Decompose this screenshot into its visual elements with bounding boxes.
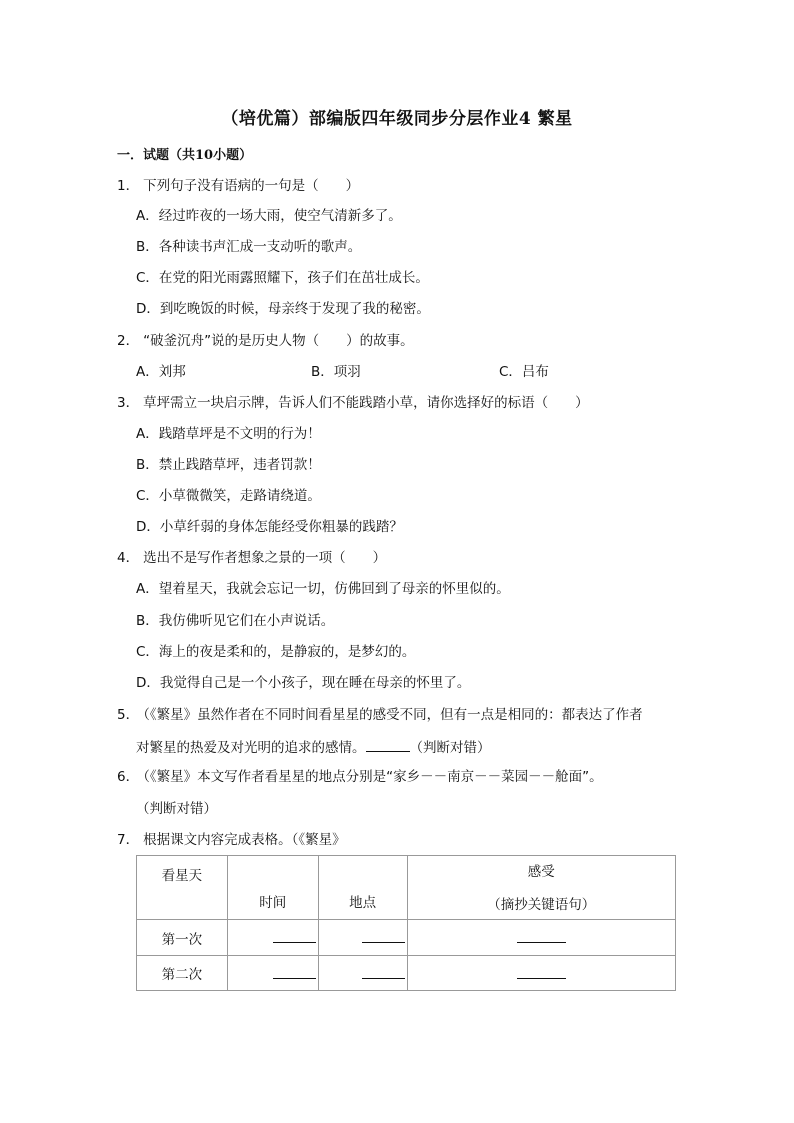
page-title: （培优篇）部编版四年级同步分层作业4 繁星 xyxy=(221,109,573,129)
q4-option-d: D．我觉得自己是一个小孩子，现在睡在母亲的怀里了。 xyxy=(136,675,471,691)
q3-option-d: D．小草纤弱的身体怎能经受你粗暴的践踏？ xyxy=(136,519,403,535)
row-label: 第一次 xyxy=(137,920,228,956)
q2-option-b: B．项羽 xyxy=(311,364,361,380)
q1-option-d: D．到吃晚饭的时候，母亲终于发现了我的秘密。 xyxy=(136,301,430,317)
header-cell-feeling xyxy=(407,856,675,920)
question-number: 6． xyxy=(117,769,140,785)
question-2 xyxy=(117,332,414,350)
question-4 xyxy=(117,549,386,567)
answer-blank[interactable] xyxy=(273,928,316,943)
feeling-cell xyxy=(407,956,675,991)
judge-hint: （判断对错） xyxy=(409,740,491,756)
question-5-continued xyxy=(136,737,491,757)
q4-option-c: C．海上的夜是柔和的，是静寂的，是梦幻的。 xyxy=(136,644,416,660)
q4-option-b: B．我仿佛听见它们在小声说话。 xyxy=(136,613,335,629)
q2-option-c: C．吕布 xyxy=(499,364,549,380)
header-cell-view-sky: 看星天 xyxy=(137,856,228,920)
question-number: 2． xyxy=(117,333,140,349)
question-text: 下列句子没有语病的一句是（ ） xyxy=(143,178,360,194)
question-text: 选出不是写作者想象之景的一项（ ） xyxy=(143,550,387,566)
question-text: 对繁星的热爱及对光明的追求的感情。 xyxy=(136,740,366,756)
question-5 xyxy=(117,706,643,724)
answer-blank[interactable] xyxy=(517,928,566,943)
q3-option-a: A．践踏草坪是不文明的行为！ xyxy=(136,426,321,442)
question-number: 7． xyxy=(117,832,140,848)
header-cell-time: 时间 xyxy=(227,856,318,920)
question-text: 草坪需立一块启示牌，告诉人们不能践踏小草，请你选择好的标语（ ） xyxy=(143,395,589,411)
header-cell-place: 地点 xyxy=(318,856,407,920)
question-7 xyxy=(117,831,346,849)
answer-blank[interactable] xyxy=(366,737,410,752)
header-feeling-sub: （摘抄关键语句） xyxy=(487,897,596,913)
question-3 xyxy=(117,394,589,412)
question-text: （《繁星》虽然作者在不同时间看星星的感受不同，但有一点是相同的：都表达了作者 xyxy=(143,707,643,723)
answer-blank[interactable] xyxy=(517,964,566,979)
q1-option-b: B．各种读书声汇成一支动听的歌声。 xyxy=(136,239,362,255)
q3-option-b: B．禁止践踏草坪，违者罚款！ xyxy=(136,457,321,473)
q1-option-c: C．在党的阳光雨露照耀下，孩子们在茁壮成长。 xyxy=(136,270,429,286)
question-number: 3． xyxy=(117,395,140,411)
q1-option-a: A．经过昨夜的一场大雨，使空气清新多了。 xyxy=(136,208,402,224)
answer-blank[interactable] xyxy=(362,964,405,979)
question-6 xyxy=(117,768,603,786)
judge-hint: （判断对错） xyxy=(136,801,217,817)
q3-option-c: C．小草微微笑，走路请绕道。 xyxy=(136,488,321,504)
q4-option-a: A．望着星天，我就会忘记一切，仿佛回到了母亲的怀里似的。 xyxy=(136,581,510,597)
section-heading: 一．试题（共10小题） xyxy=(117,148,253,163)
q2-option-a: A．刘邦 xyxy=(136,364,186,380)
place-cell xyxy=(318,956,407,991)
header-feeling-label: 感受 xyxy=(527,864,555,880)
time-cell xyxy=(227,920,318,956)
question-number: 4． xyxy=(117,550,140,566)
question-1 xyxy=(117,177,359,195)
question-text: （《繁星》本文写作者看星星的地点分别是“家乡－－南京－－菜园－－舱面”。 xyxy=(143,769,603,785)
answer-blank[interactable] xyxy=(273,964,316,979)
table-row xyxy=(137,920,676,956)
answer-blank[interactable] xyxy=(362,928,405,943)
table-header-row xyxy=(137,856,676,920)
question-text: “破釜沉舟”说的是历史人物（ ）的故事。 xyxy=(143,333,414,349)
table-row xyxy=(137,956,676,991)
question-number: 1． xyxy=(117,178,140,194)
answer-table xyxy=(136,855,676,991)
row-label: 第二次 xyxy=(137,956,228,991)
place-cell xyxy=(318,920,407,956)
question-number: 5． xyxy=(117,707,140,723)
time-cell xyxy=(227,956,318,991)
feeling-cell xyxy=(407,920,675,956)
question-text: 根据课文内容完成表格。（《繁星》 xyxy=(143,832,346,848)
